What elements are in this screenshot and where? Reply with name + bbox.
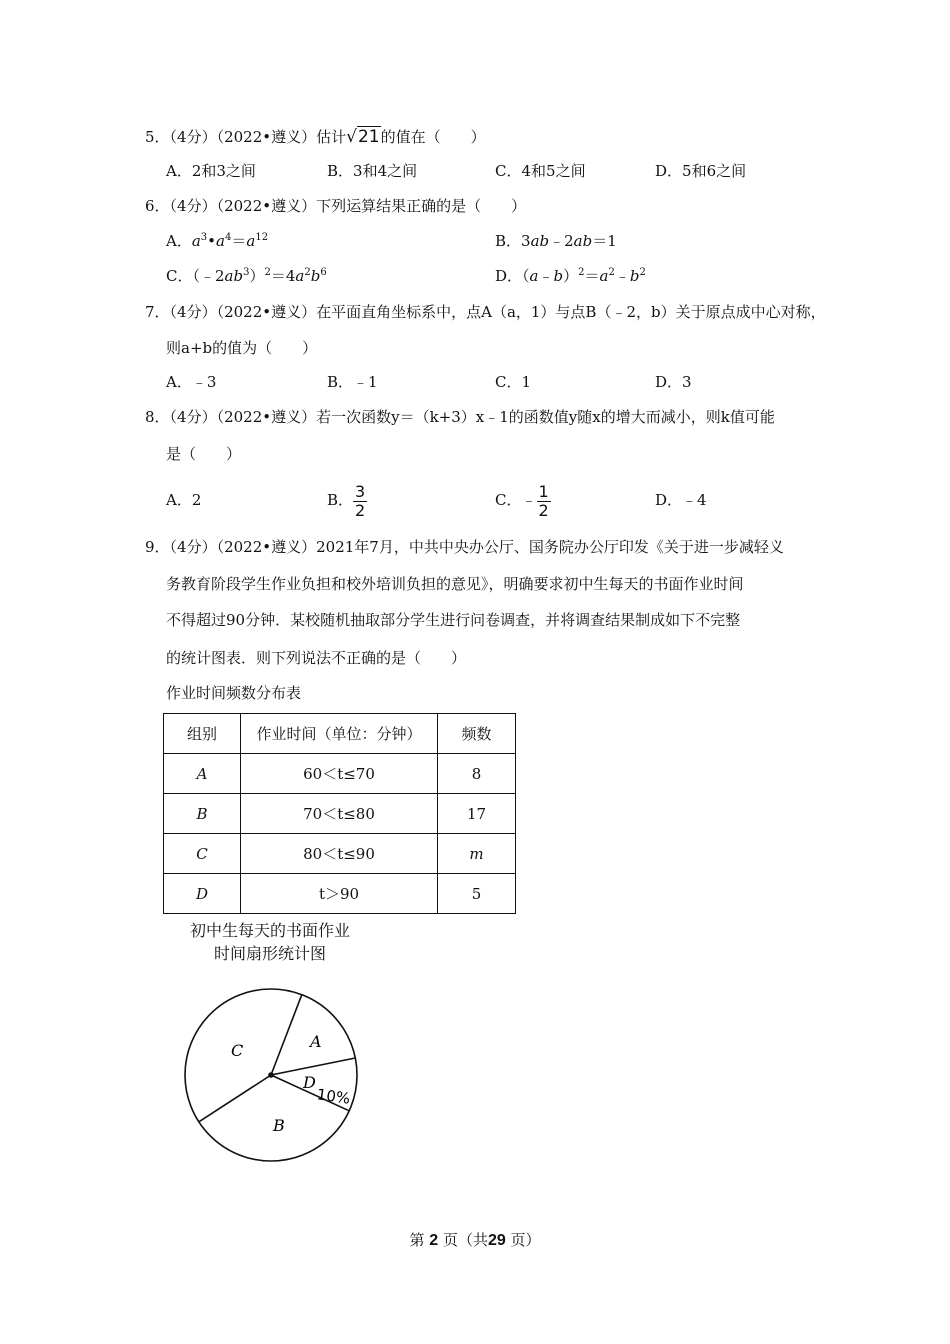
q5-header: （4分）（2022•遵义）估计 bbox=[169, 128, 347, 146]
denominator: 2 bbox=[355, 500, 366, 520]
q5-option-c bbox=[495, 161, 586, 181]
q6-option-c: C．$(﹣2ab^3)^2=4a^2b^6$ bbox=[166, 267, 327, 285]
q8-option-c bbox=[495, 480, 551, 520]
option-letter: B． bbox=[327, 373, 354, 391]
table-row bbox=[164, 794, 516, 834]
pie-chart bbox=[170, 975, 370, 1175]
option-text: ﹣4 bbox=[682, 491, 707, 509]
time-cell: 70＜t≤80 bbox=[241, 794, 438, 834]
group-cell bbox=[164, 754, 241, 794]
q9-stem-line1: 9．（4分）（2022•遵义）2021年7月，中共中央办公厅、国务院办公厅印发《关于进一步减轻义 bbox=[145, 538, 784, 556]
q7-option-d bbox=[655, 372, 692, 392]
q6-option-d: D．$(a﹣b)^2=a^2﹣b^2$ bbox=[495, 267, 646, 285]
minus-sign: ﹣ bbox=[521, 491, 537, 509]
count-cell: 8 bbox=[438, 754, 516, 794]
option-text: 5和6之间 bbox=[682, 162, 747, 180]
q5-option-b bbox=[327, 161, 417, 181]
pie-slice-boundary-a bbox=[271, 995, 302, 1075]
option-text: ﹣3 bbox=[191, 373, 217, 391]
footer-text: 页） bbox=[510, 1231, 541, 1249]
fraction bbox=[537, 483, 551, 520]
table-row bbox=[164, 754, 516, 794]
footer-text: 页（共 bbox=[442, 1231, 488, 1249]
q6-number: 6． bbox=[145, 197, 170, 215]
group-label: A bbox=[196, 764, 208, 783]
q8-option-d bbox=[655, 490, 707, 510]
option-text: 2 bbox=[191, 491, 202, 509]
q8-stem-line1: 8．（4分）（2022•遵义）若一次函数y＝（k+3）x﹣1的函数值y随x的增大而减小，则k值可能 bbox=[145, 408, 775, 426]
group-label: C bbox=[196, 844, 208, 863]
q5-stem bbox=[145, 127, 486, 147]
option-text: 3 bbox=[682, 373, 692, 391]
count-cell: 5 bbox=[438, 874, 516, 914]
pie-title-line2: 时间扇形统计图 bbox=[213, 944, 326, 963]
count-cell: 17 bbox=[438, 794, 516, 834]
pie-title-line1: 初中生每天的书面作业 bbox=[189, 921, 350, 940]
option-letter: C． bbox=[495, 491, 522, 509]
denominator: 2 bbox=[538, 500, 549, 520]
pie-label-d: D bbox=[303, 1073, 316, 1092]
option-letter: D． bbox=[655, 491, 683, 509]
pie-center-dot bbox=[268, 1072, 274, 1078]
total-pages: 29 bbox=[487, 1232, 506, 1249]
pie-label-a: A bbox=[310, 1032, 322, 1051]
group-cell bbox=[164, 834, 241, 874]
option-letter: C． bbox=[495, 373, 522, 391]
q5-option-a bbox=[166, 161, 256, 181]
table-header-row bbox=[164, 714, 516, 754]
footer-text: 第 bbox=[409, 1231, 425, 1249]
q7-option-c bbox=[495, 372, 531, 392]
q8-option-a bbox=[166, 490, 201, 510]
time-cell: 60＜t≤70 bbox=[241, 754, 438, 794]
q7-option-a bbox=[166, 372, 216, 392]
option-letter: A． bbox=[166, 373, 192, 391]
option-letter: A． bbox=[166, 162, 192, 180]
count-variable: m bbox=[469, 844, 484, 863]
option-text: 1 bbox=[521, 373, 532, 391]
table-row bbox=[164, 874, 516, 914]
group-label: D bbox=[195, 884, 209, 903]
time-cell: t＞90 bbox=[241, 874, 438, 914]
pie-label-c: C bbox=[231, 1041, 244, 1060]
group-cell bbox=[164, 794, 241, 834]
table-header-cell: 频数 bbox=[438, 714, 516, 754]
option-letter: D． bbox=[655, 162, 683, 180]
pie-label-d-percent: 10% bbox=[315, 1085, 352, 1108]
q7-option-b bbox=[327, 372, 378, 392]
page-footer bbox=[0, 1229, 950, 1250]
pie-label-b: B bbox=[273, 1116, 285, 1135]
group-cell bbox=[164, 874, 241, 914]
pie-slice-boundary-c bbox=[199, 1075, 271, 1122]
q6-stem bbox=[145, 196, 526, 216]
numerator: 1 bbox=[538, 481, 549, 501]
table-caption: 作业时间频数分布表 bbox=[166, 684, 302, 702]
table-header-cell: 作业时间（单位：分钟） bbox=[241, 714, 438, 754]
q9-stem-line2: 务教育阶段学生作业负担和校外培训负担的意见》，明确要求初中生每天的书面作业时间 bbox=[166, 575, 744, 593]
q8-stem-line2: 是（ ） bbox=[166, 445, 242, 463]
option-letter: B． bbox=[327, 162, 354, 180]
option-text: 3和4之间 bbox=[353, 162, 418, 180]
sqrt-expression: √21 bbox=[346, 127, 380, 147]
time-cell: 80＜t≤90 bbox=[241, 834, 438, 874]
q5-option-d bbox=[655, 161, 746, 181]
numerator: 3 bbox=[355, 481, 366, 501]
q9-stem-line4: 的统计图表．则下列说法不正确的是（ ） bbox=[166, 649, 467, 667]
group-label: B bbox=[196, 804, 208, 823]
q7-stem-line2: 则a+b的值为（ ） bbox=[166, 339, 318, 357]
q7-stem-line1: 7．（4分）（2022•遵义）在平面直角坐标系中，点A（a，1）与点B（﹣2，b）关于原点成中心对称， bbox=[145, 303, 826, 321]
q6-header: （4分）（2022•遵义）下列运算结果正确的是（ ） bbox=[169, 197, 527, 215]
option-letter: A． bbox=[166, 491, 192, 509]
option-letter: B． bbox=[327, 491, 354, 509]
option-text: 2和3之间 bbox=[191, 162, 256, 180]
option-letter: D． bbox=[655, 373, 683, 391]
frequency-table bbox=[163, 713, 516, 914]
q9-stem-line3: 不得超过90分钟．某校随机抽取部分学生进行问卷调查，并将调查结果制成如下不完整 bbox=[166, 611, 741, 629]
count-cell bbox=[438, 834, 516, 874]
fraction bbox=[353, 483, 367, 520]
q6-option-b: B．3ab﹣2ab＝1 bbox=[495, 232, 617, 250]
q5-radicand: 21 bbox=[357, 127, 380, 147]
table-row bbox=[164, 834, 516, 874]
q6-option-a: A．$a^3•a^4=a^{12}$ bbox=[166, 232, 269, 250]
q5-tail: 的值在（ ） bbox=[380, 128, 486, 146]
q8-option-b bbox=[327, 480, 367, 520]
option-text: ﹣1 bbox=[353, 373, 378, 391]
option-text: 4和5之间 bbox=[521, 162, 586, 180]
q5-number: 5． bbox=[145, 128, 170, 146]
current-page: 2 bbox=[429, 1232, 439, 1249]
table-header-cell: 组别 bbox=[164, 714, 241, 754]
option-letter: C． bbox=[495, 162, 522, 180]
